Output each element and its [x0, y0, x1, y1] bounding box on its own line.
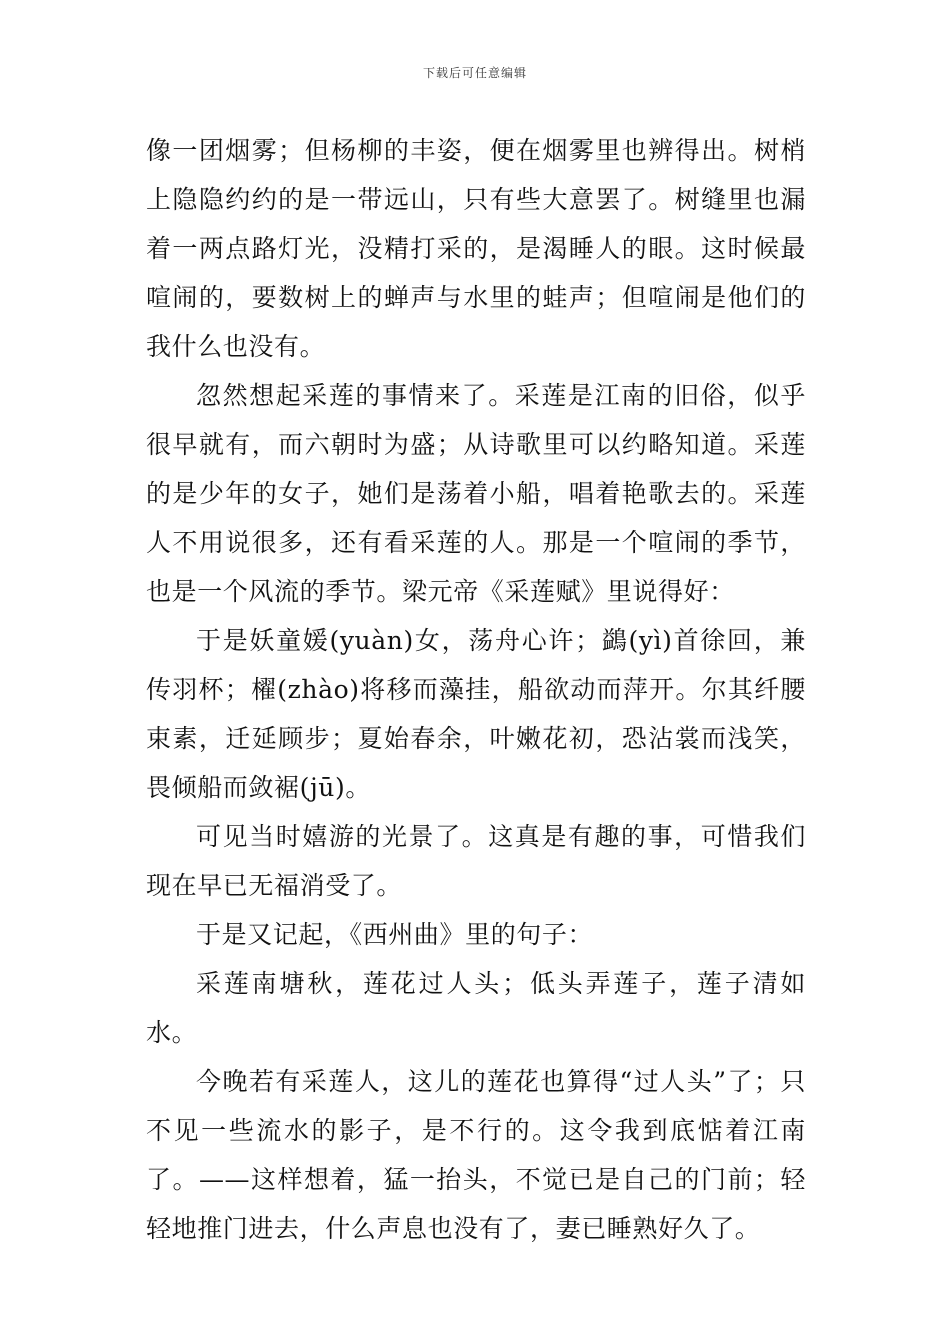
paragraph-quote-fu: 于是妖童媛(yuàn)女，荡舟心许；鷁(yì)首徐回，兼传羽杯；櫂(zhào)将移而藻挂，船欲动而萍开。尔其纤腰束素，迁延顾步；夏始春余，叶嫩花初，恐沾裳而浅笑，畏倾船而敛裾(jū)。	[146, 626, 806, 802]
paragraph-quote-song: 采莲南塘秋，莲花过人头；低头弄莲子，莲子清如水。	[146, 969, 806, 1047]
paragraph-4: 可见当时嬉游的光景了。这真是有趣的事，可惜我们现在早已无福消受了。	[146, 822, 806, 900]
paragraph-1: 像一团烟雾；但杨柳的丰姿，便在烟雾里也辨得出。树梢上隐隐约约的是一带远山，只有些大意罢了。树缝里也漏着一两点路灯光，没精打采的，是渴睡人的眼。这时候最喧闹的，要数树上的蝉声与水里的蛙声；但喧闹是他们的我什么也没有。	[146, 136, 806, 361]
document-body	[146, 126, 806, 1253]
paragraph-5: 于是又记起，《西州曲》里的句子：	[196, 920, 594, 949]
paragraph-2: 忽然想起采莲的事情来了。采莲是江南的旧俗，似乎很早就有，而六朝时为盛；从诗歌里可以约略知道。采莲的是少年的女子，她们是荡着小船，唱着艳歌去的。采莲人不用说很多，还有看采莲的人。那是一个喧闹的季节，也是一个风流的季节。梁元帝《采莲赋》里说得好：	[146, 381, 806, 606]
paragraph-7: 今晚若有采莲人，这儿的莲花也算得“过人头”了；只不见一些流水的影子，是不行的。这令我到底惦着江南了。——这样想着，猛一抬头，不觉已是自己的门前；轻轻地推门进去，什么声息也没有了，妻已睡熟好久了。	[146, 1067, 806, 1243]
page-header-note: 下载后可任意编辑	[422, 66, 527, 80]
